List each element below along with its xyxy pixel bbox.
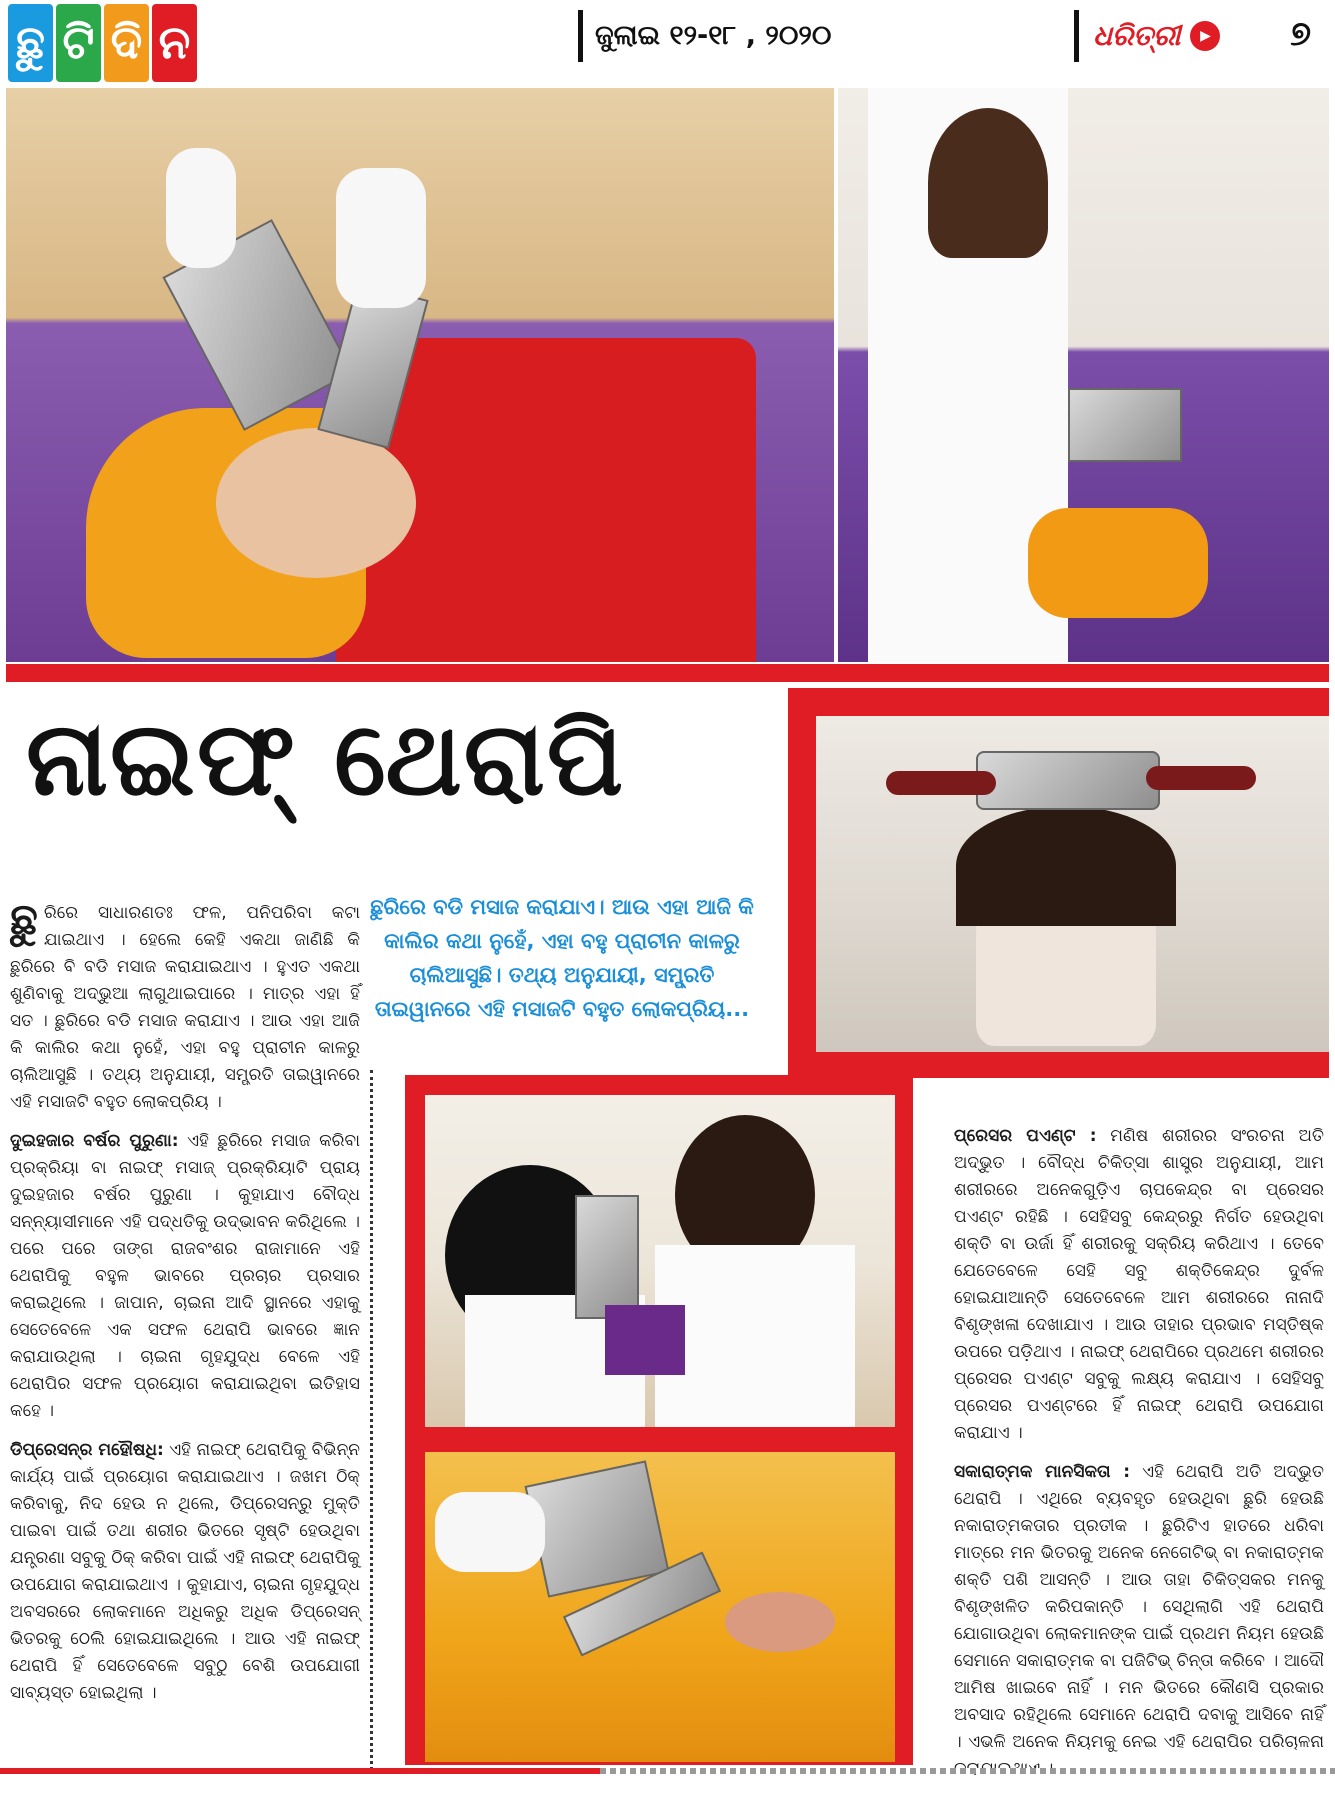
section-heading: ସକାରାତ୍ମକ ମାନସିକତା : [954,1462,1130,1482]
page-number: ୭ [1290,14,1311,54]
section-logo [8,4,197,82]
photo-knife-face-towel [425,1452,895,1762]
section-body: ଏହି ଛୁରିରେ ମସାଜ କରିବା ପ୍ରକ୍ରିୟା ବା ନାଇଫ୍ ମସାଜ୍ ପ୍ରକ୍ରିୟାଟି ପ୍ରାୟ ଦୁଇହଜାର ବର୍ଷର ପୁରୁଣା । କୁହାଯାଏ ବୌଦ୍ଧ ସନ୍ନ୍ୟାସୀମାନେ ଏହି ପଦ୍ଧତିକୁ ଉଦ୍ଭାବନ କରିଥିଲେ । ପରେ ପରେ ତାଙ୍ଗ ରାଜବଂଶର ରାଜାମାନେ ଏହି ଥେରାପିକୁ ବହୁଳ ଭାବରେ ପ୍ରଚାର ପ୍ରସାର କରାଇଥିଲେ । ଜାପାନ, ଚାଇନା ଆଦି ସ୍ଥାନରେ ଏହାକୁ ସେତେବେଳେ ଏକ ସଫଳ ଥେରାପି ଭାବରେ ଜ୍ଞାନ କରାଯାଉଥିଲା । ଚାଇନା ଗୃହଯୁଦ୍ଧ ବେଳେ ଏହି ଥେରାପିର ସଫଳ ପ୍ରୟୋଗ କରାଯାଇଥିବା ଇତିହାସ କହେ । [10,1131,360,1421]
intro-paragraph [10,894,360,1116]
logo-letter: ନ [152,4,197,82]
brand [1074,10,1220,62]
divider-bar [6,664,1329,682]
section-heading: ପ୍ରେସର ପଏଣ୍ଟ : [954,1126,1097,1146]
logo-letter: ଟି [56,4,101,82]
section-heading: ଡିପ୍ରେସନ୍‌ର ମହୌଷଧି: [10,1440,164,1460]
photo-knife-massage-face [6,88,834,662]
photo-knife-on-head [816,716,1329,1052]
section-positive-mind [954,1459,1324,1783]
left-column [10,894,360,1719]
photo-frame-top-right [788,688,1329,1078]
section-pressure-point [954,1123,1324,1447]
photo-knife-shoulder [425,1095,895,1427]
footer-dots [600,1768,1335,1774]
brand-name: ଧରିତ୍ରୀ [1093,19,1181,52]
play-icon: ▶ [1190,21,1220,51]
section-depression [10,1437,360,1707]
headline: ନାଇଫ୍ ଥେରାପି [26,700,626,819]
issue-date: ଜୁଲାଇ ୧୨-୧୮ , ୨୦୨୦ [578,10,831,62]
intro-quote: ଛୁରିରେ ବଡି ମସାଜ କରାଯାଏ। ଆଉ ଏହା ଆଜି କି କାଲିର କଥା ନୁହେଁ, ଏହା ବହୁ ପ୍ରାଚୀନ କାଳରୁ ଚାଲିଆସୁଛି। ତଥ୍ୟ ଅନୁଯାୟୀ, ସମ୍ପ୍ରତି ତାଇୱାନରେ ଏହି ମସାଜଟି ବହୁତ ଲୋକପ୍ରିୟ... [370,895,754,1021]
section-body: ମଣିଷ ଶରୀରର ସଂରଚନା ଅତି ଅଦ୍ଭୁତ । ବୌଦ୍ଧ ଚିକିତ୍ସା ଶାସ୍ତ୍ର ଅନୁଯାୟୀ, ଆମ ଶରୀରରେ ଅନେକଗୁଡ଼ିଏ ଚାପକେନ୍ଦ୍ର ବା ପ୍ରେସର ପଏଣ୍ଟ ରହିଛି । ସେହିସବୁ କେନ୍ଦ୍ରରୁ ନିର୍ଗତ ହେଉଥିବା ଶକ୍ତି ବା ଉର୍ଜା ହିଁ ଶରୀରକୁ ସକ୍ରିୟ କରିଥାଏ । ତେବେ ଯେତେବେଳେ ସେହି ସବୁ ଶକ୍ତିକେନ୍ଦ୍ର ଦୁର୍ବଳ ହୋଇଯାଆନ୍ତି ସେତେବେଳେ ଆମ ଶରୀରରେ ନାନାଦି ବିଶୃଙ୍ଖଳା ଦେଖାଯାଏ । ଆଉ ତାହାର ପ୍ରଭାବ ମସ୍ତିଷ୍କ ଉପରେ ପଡ଼ିଥାଏ । ନାଇଫ୍ ଥେରାପିରେ ପ୍ରଥମେ ଶରୀରର ପ୍ରେସର ପଏଣ୍ଟ ସବୁକୁ ଲକ୍ଷ୍ୟ କରାଯାଏ । ସେହିସବୁ ପ୍ରେସର ପଏଣ୍ଟରେ ହିଁ ନାଇଫ୍ ଥେରାପି ଉପଯୋଗ କରାଯାଏ । [954,1126,1324,1443]
photo-therapist-knife-back [838,88,1329,662]
section-heading: ଦୁଇହଜାର ବର୍ଷର ପୁରୁଣା: [10,1131,179,1151]
logo-letter: ଦି [104,4,149,82]
logo-letter: ଛୁ [8,4,53,82]
dropcap: ଛୁ [10,894,38,945]
intro-text: ରିରେ ସାଧାରଣତଃ ଫଳ, ପନିପରିବା କଟା ଯାଇଥାଏ । ହେଲେ କେହି ଏକଥା ଜାଣିଛି କି ଛୁରିରେ ବି ବଡି ମସାଜ କରାଯାଇଥାଏ । ହୁଏତ ଏକଥା ଶୁଣିବାକୁ ଅଦ୍ଭୁଆ ଲାଗୁଥାଇପାରେ । ମାତ୍ର ଏହା ହିଁ ସତ । ଛୁରିରେ ବଡି ମସାଜ କରାଯାଏ । ଆଉ ଏହା ଆଜି କି କାଲିର କଥା ନୁହେଁ, ଏହା ବହୁ ପ୍ରାଚୀନ କାଳରୁ ଚାଲିଆସୁଛି । ତଥ୍ୟ ଅନୁଯାୟୀ, ସମ୍ପ୍ରତି ତାଇୱାନରେ ଏହି ମସାଜଟି ବହୁତ ଲୋକପ୍ରିୟ । [10,903,360,1112]
section-history [10,1128,360,1425]
section-body: ଏହି ନାଇଫ୍ ଥେରାପିକୁ ବିଭିନ୍ନ କାର୍ଯ୍ୟ ପାଇଁ ପ୍ରୟୋଗ କରାଯାଇଥାଏ । ଜଖମ ଠିକ୍ କରିବାକୁ, ନିଦ ହେଉ ନ ଥିଲେ, ଡିପ୍ରେସନ୍‌ରୁ ମୁକ୍ତି ପାଇବା ପାଇଁ ତଥା ଶରୀର ଭିତରେ ସୃଷ୍ଟି ହେଉଥିବା ଯନ୍ତ୍ରଣା ସବୁକୁ ଠିକ୍ କରିବା ପାଇଁ ଏହି ନାଇଫ୍ ଥେରାପିକୁ ଉପଯୋଗ କରାଯାଇଥାଏ । କୁହାଯାଏ, ଚାଇନା ଗୃହଯୁଦ୍ଧ ଅବସରରେ ଲୋକମାନେ ଅଧିକରୁ ଅଧିକ ଡିପ୍ରେସନ୍ ଭିତରକୁ ଠେଲି ହୋଇଯାଇଥିଲେ । ଆଉ ଏହି ନାଇଫ୍ ଥେରାପି ହିଁ ସେତେବେଳେ ସବୁଠୁ ବେଶି ଉପଯୋଗୀ ସାବ୍ୟସ୍ତ ହୋଇଥିଲା । [10,1440,360,1703]
section-body: ଏହି ଥେରାପି ଅତି ଅଦ୍ଭୁତ ଥେରାପି । ଏଥିରେ ବ୍ୟବହୃତ ହେଉଥିବା ଛୁରି ହେଉଛି ନକାରାତ୍ମକତାର ପ୍ରତୀକ । ଛୁରିଟିଏ ହାତରେ ଧରିବା ମାତ୍ରେ ମନ ଭିତରକୁ ଅନେକ ନେଗେଟିଭ୍ ବା ନକାରାତ୍ମକ ଶକ୍ତି ପଶି ଆସନ୍ତି । ଆଉ ତାହା ଚିକିତ୍ସକର ମନକୁ ବିଶୃଙ୍ଖଳିତ କରିପକାନ୍ତି । ସେଥିଲାଗି ଏହି ଥେରାପି ଯୋଗାଉଥିବା ଲୋକମାନଙ୍କ ପାଇଁ ପ୍ରଥମ ନିୟମ ହେଉଛି ସେମାନେ ସକାରାତ୍ମକ ବା ପଜିଟିଭ୍ ଚିନ୍ତା କରିବେ । ଆଦୌ ଆମିଷ ଖାଇବେ ନାହିଁ । ମନ ଭିତରେ କୌଣସି ପ୍ରକାର ଅବସାଦ ରହିଥିଲେ ସେମାନେ ଥେରାପି ଦବାକୁ ଆସିବେ ନାହିଁ । ଏଭଳି ଅନେକ ନିୟମକୁ ନେଇ ଏହି ଥେରାପିର ପରିଚାଳନା [954,1462,1324,1752]
column-divider [370,1070,373,1770]
right-column [954,1123,1324,1795]
